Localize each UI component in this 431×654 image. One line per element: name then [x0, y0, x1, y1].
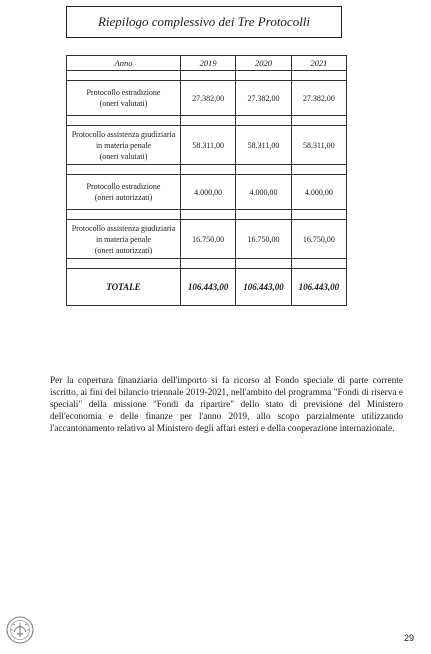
table-spacer-row [67, 210, 347, 220]
header-year-2019: 2019 [181, 56, 236, 71]
table-spacer-row [67, 116, 347, 126]
row-label-line: (oneri valutati) [99, 99, 148, 108]
row-label-line: in materia penale [95, 140, 152, 150]
table-spacer-row [67, 259, 347, 269]
total-cell: 106.443,00 [291, 269, 346, 306]
summary-table [66, 55, 347, 306]
table-cell: 58.311,00 [181, 126, 236, 165]
row-label-line: in materia penale [95, 234, 152, 244]
row-label [67, 175, 181, 210]
table-cell: 4.000,00 [181, 175, 236, 210]
table-row [67, 175, 347, 210]
table-cell: 27.382,00 [291, 81, 346, 116]
table-row [67, 126, 347, 165]
table-cell: 16.750,00 [291, 220, 346, 259]
row-label-line: (oneri autorizzati) [94, 245, 153, 255]
header-year-2020: 2020 [236, 56, 291, 71]
table-header-row [67, 56, 347, 71]
row-label [67, 81, 181, 116]
table-cell: 16.750,00 [236, 220, 291, 259]
table-cell: 4.000,00 [291, 175, 346, 210]
table-cell: 27.382,00 [236, 81, 291, 116]
row-label-line: (oneri valutati) [99, 151, 148, 161]
body-paragraph: Per la copertura finanziaria dell'importo si fa ricorso al Fondo speciale di parte corrente iscritto, ai fini del bilancio triennale 2019-2021, nell'ambito del programma "Fondi di riserva e speciali" della missione "Fondi da ripartire" dello stato di previsione del Ministero dell'economia e delle finanze per l'anno 2019, allo scopo parzialmente utilizzando l'accantonamento relativo al Ministero degli affari esteri e della cooperazione internazionale. [50, 376, 403, 434]
row-label [67, 126, 181, 165]
total-cell: 106.443,00 [181, 269, 236, 306]
total-label: TOTALE [67, 269, 181, 306]
total-cell: 106.443,00 [236, 269, 291, 306]
row-label-line: Protocollo assistenza giudiziaria [71, 129, 176, 139]
table-cell: 58.311,00 [236, 126, 291, 165]
page-number: 29 [404, 633, 415, 643]
table-spacer-row [67, 165, 347, 175]
table-cell: 58.311,00 [291, 126, 346, 165]
table-row [67, 81, 347, 116]
table-spacer-row [67, 71, 347, 81]
emblem-seal-icon [5, 614, 35, 646]
row-label-line: (oneri autorizzati) [94, 193, 153, 202]
row-label-line: Protocollo estradizione [86, 88, 161, 97]
table-total-row [67, 269, 347, 306]
header-year-2021: 2021 [291, 56, 346, 71]
table-cell: 16.750,00 [181, 220, 236, 259]
row-label-line: Protocollo estradizione [86, 182, 161, 191]
row-label-line: Protocollo assistenza giudiziaria [71, 223, 176, 233]
row-label [67, 220, 181, 259]
table-title: Riepilogo complessivo dei Tre Protocolli [66, 6, 342, 38]
table-cell: 27.382,00 [181, 81, 236, 116]
table-row [67, 220, 347, 259]
table-cell: 4.000,00 [236, 175, 291, 210]
header-anno: Anno [67, 56, 181, 71]
